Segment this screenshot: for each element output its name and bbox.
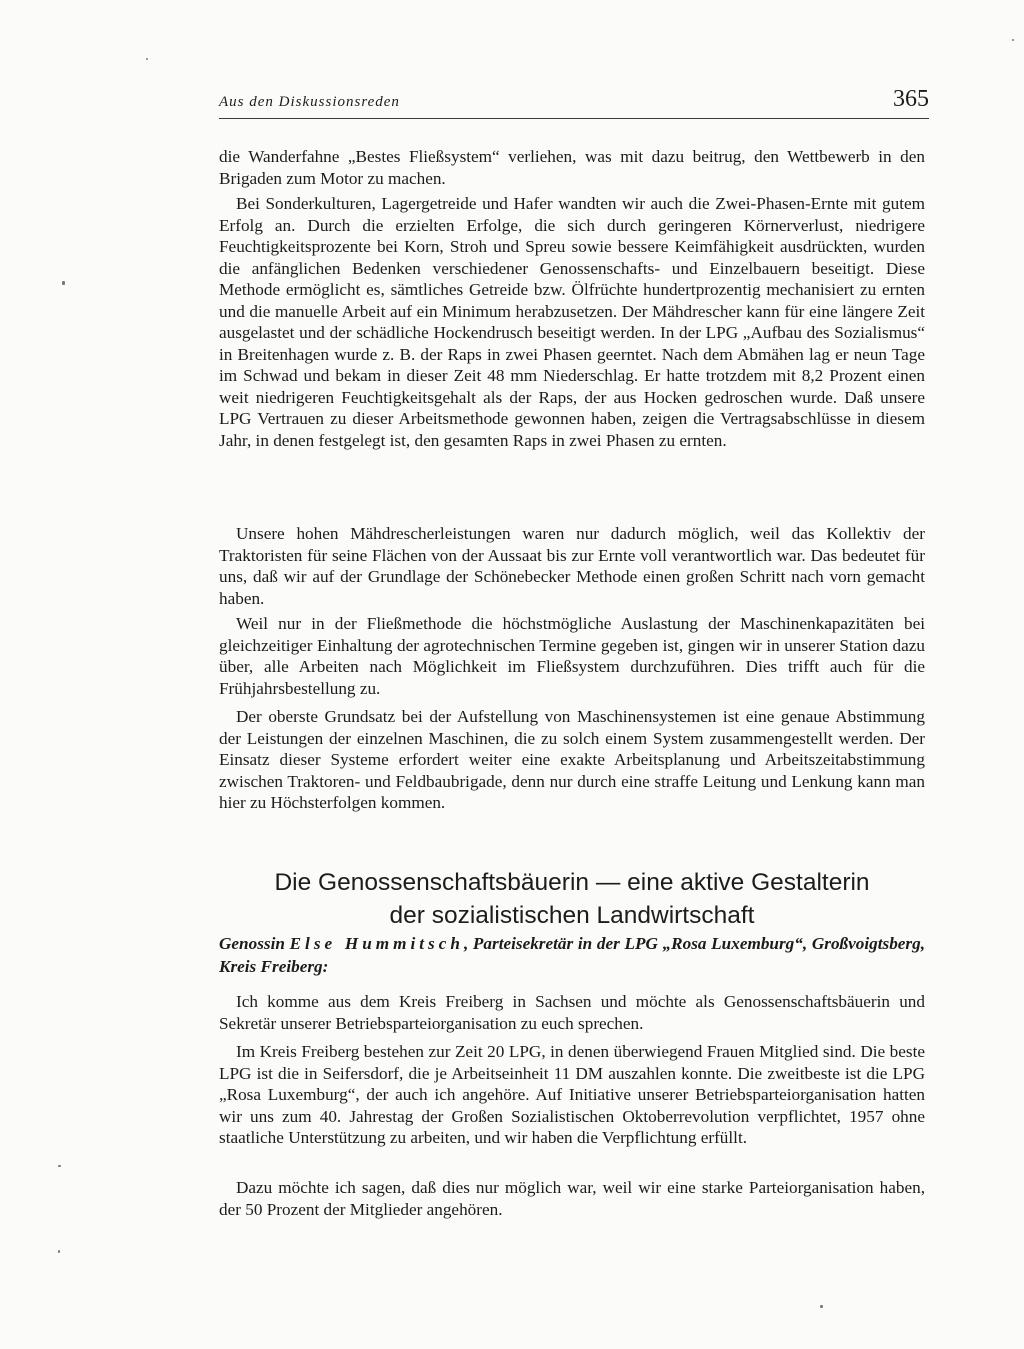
running-head	[219, 88, 929, 119]
paper-speck	[58, 1250, 60, 1253]
section-heading-line-1: Die Genossenschaftsbäuerin — eine aktive Gestalterin	[274, 869, 870, 896]
paragraph-continuation: die Wanderfahne „Bestes Fließsystem“ verliehen, was mit dazu beitrug, den Wettbewerb in den Brigaden zum Motor zu machen.	[219, 147, 925, 188]
paper-speck	[62, 281, 65, 285]
paper-speck	[58, 1165, 61, 1167]
running-head-title: Aus den Diskussionsreden	[219, 94, 400, 110]
paragraph-machine-systems: Der oberste Grundsatz bei der Aufstellung von Maschinensystemen ist eine genaue Abstimmung der Leistungen der einzelnen Maschinen, die zu solch einem System zusammengestellt werden. Der Einsatz dieser Systeme erfordert weiter eine exakte Arbeitsplanung und Arbeitszeitabstimmung zwischen Traktoren- und Feldbaubrigade, denn nur durch eine straffe Leitung und Lenkung kann man hier zu Höchsterfolgen kommen.	[219, 707, 925, 813]
speaker-attribution	[219, 932, 925, 978]
paper-speck	[1012, 39, 1014, 41]
paragraph-flow-method: Weil nur in der Fließmethode die höchstmögliche Auslastung der Maschinenkapazitäten bei gleichzeitiger Einhaltung der agrotechnischen Termine gegeben ist, gingen wir in unserer Station dazu über, alle Arbeiten nach Möglichkeit im Fließsystem durchzuführen. Dies trifft auch für die Frühjahrsbestellung zu.	[219, 614, 925, 698]
page-number: 365	[893, 86, 929, 112]
speaker-role: , Parteisekretär in der LPG „Rosa Luxemburg“, Großvoigtsberg, Kreis Freiberg:	[219, 934, 925, 976]
paper-speck	[820, 1305, 823, 1308]
paper-speck	[146, 58, 148, 60]
speaker-name: Else Hummitsch	[289, 934, 464, 953]
paragraph-party-organisation: Dazu möchte ich sagen, daß dies nur möglich war, weil wir eine starke Parteiorganisation haben, der 50 Prozent der Mitglieder angehören.	[219, 1178, 925, 1219]
paragraph-combine-performance: Unsere hohen Mähdrescherleistungen waren nur dadurch möglich, weil das Kollektiv der Traktoristen für seine Flächen von der Aussaat bis zur Ernte voll verantwortlich war. Das bedeutet für uns, daß wir auf der Grundlage der Schönebecker Methode einen großen Schritt nach vorn gemacht haben.	[219, 524, 925, 608]
speaker-prefix: Genossin	[219, 934, 285, 953]
paragraph-introduction: Ich komme aus dem Kreis Freiberg in Sachsen und möchte als Genossenschaftsbäuerin und Sekretär unserer Betriebsparteiorganisation zu euch sprechen.	[219, 992, 925, 1033]
section-heading	[219, 866, 925, 932]
paragraph-lpg-freiberg: Im Kreis Freiberg bestehen zur Zeit 20 LPG, in denen überwiegend Frauen Mitglied sind. Die beste LPG ist die in Seifersdorf, die je Arbeitseinheit 11 DM auszahlen konnte. Die zweitbeste ist die LPG „Rosa Luxemburg“, der auch ich angehöre. Auf Initiative unserer Betriebsparteiorganisation hatten wir uns zum 40. Jahrestag der Großen Sozialistischen Oktoberrevolution verpflichtet, 1957 ohne staatliche Unterstützung zu arbeiten, und wir haben die Verpflichtung erfüllt.	[219, 1042, 925, 1148]
section-heading-line-2: der sozialistischen Landwirtschaft	[389, 902, 755, 929]
paragraph-two-phase-harvest: Bei Sonderkulturen, Lagergetreide und Hafer wandten wir auch die Zwei-Phasen-Ernte mit gutem Erfolg an. Durch die erzielten Erfolge, die sich durch geringeren Körnerverlust, niedrigere Feuchtigkeitsprozente bei Korn, Stroh und Spreu sowie bessere Keimfähigkeit ausdrückten, wurden die anfänglichen Bedenken verschiedener Genossenschafts- und Einzelbauern beseitigt. Diese Methode ermöglicht es, sämtliches Getreide bzw. Ölfrüchte hundertprozentig mechanisiert zu ernten und die manuelle Arbeit auf ein Minimum herabzusetzen. Der Mähdrescher kann für eine längere Zeit ausgelastet und der schädliche Hockendrusch beseitigt werden. In der LPG „Aufbau des Sozialismus“ in Breitenhagen wurde z. B. der Raps in zwei Phasen geerntet. Nach dem Abmähen lag er neun Tage im Schwad und bekam in dieser Zeit 48 mm Niederschlag. Er hatte trotzdem mit 8,2 Prozent einen weit niedrigeren Feuchtigkeitsgehalt als der Raps, der aus Hocken gedroschen wurde. Daß unsere LPG Vertrauen zu dieser Arbeitsmethode gewonnen haben, zeigen die Vertragsabschlüsse in diesem Jahr, in denen festgelegt ist, den gesamten Raps in zwei Phasen zu ernten.	[219, 194, 925, 451]
